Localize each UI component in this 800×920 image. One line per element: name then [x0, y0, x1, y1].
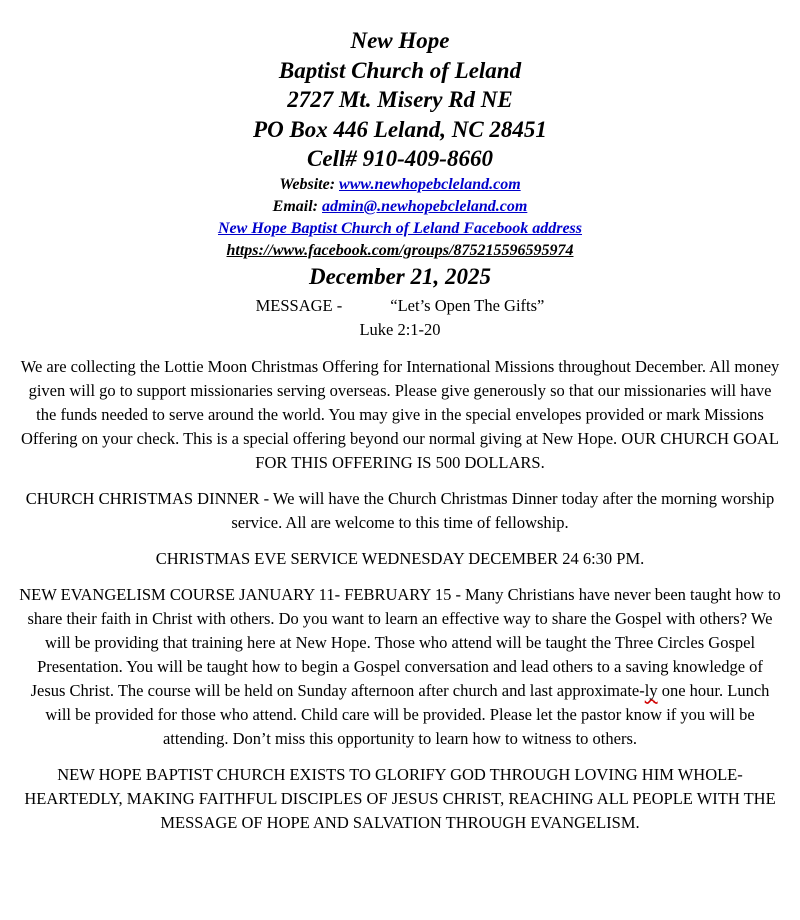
bulletin-date: December 21, 2025 [308, 263, 492, 289]
message-label: MESSAGE - [255, 295, 343, 315]
evangelism-text-part1: NEW EVANGELISM COURSE JANUARY 11- FEBRUARY 15 - Many Christians have never been taught how to share their faith in Christ with others. Do you want to learn an effective way to share the Gospel with others? We will be providing that training here at New Hope. Those who attend will be taught the Three Circles Gospel Presentation. You will be taught how to begin a Gospel conversation and lead others to a saving knowledge of Jesus Christ. The course will be held on Sunday afternoon after church and last approximate- [19, 584, 781, 700]
mission-statement: NEW HOPE BAPTIST CHURCH EXISTS TO GLORIFY GOD THROUGH LOVING HIM WHOLE-HEARTEDLY, MAKING FAITHFUL DISCIPLES OF JESUS CHRIST, REACHING ALL PEOPLE WITH THE MESSAGE OF HOPE AND SALVATION THROUGH EVANGELISM. [24, 764, 776, 832]
website-line [0, 174, 800, 196]
website-link[interactable]: www.newhopebcleland.com [339, 175, 521, 193]
facebook-url-link[interactable]: https://www.facebook.com/groups/875215596595974 [226, 241, 574, 259]
po-box-address: PO Box 446 Leland, NC 28451 [253, 116, 547, 142]
message-line [0, 294, 800, 318]
street-address: 2727 Mt. Misery Rd NE [287, 87, 513, 112]
lottie-moon-announcement: We are collecting the Lottie Moon Christmas Offering for International Missions throughout December. All money given will go to support missionaries serving overseas. Please give generously so that our missionaries will have the funds needed to serve around the world. You may give in the special envelopes provided or mark Missions Offering on your check. This is a special offering beyond our normal giving at New Hope. OUR CHURCH GOAL FOR THIS OFFERING IS 500 DOLLARS. [20, 356, 780, 472]
email-link[interactable]: admin@.newhopebcleland.com [322, 197, 528, 215]
facebook-label-link[interactable]: New Hope Baptist Church of Leland Facebook address [217, 219, 582, 237]
evangelism-course-announcement [18, 583, 782, 751]
email-line [0, 196, 800, 218]
facebook-url-line [0, 240, 800, 262]
church-name-line2: Baptist Church of Leland [278, 57, 522, 83]
message-title: “Let’s Open The Gifts” [390, 295, 545, 315]
cell-phone: Cell# 910-409-8660 [307, 146, 493, 171]
facebook-line [0, 218, 800, 240]
evangelism-text-part2: one hour. Lunch will be provided for those who attend. Child care will be provided. Please let the pastor know if you will be attending. Don’t miss this opportunity to learn how to witness to others. [45, 680, 770, 748]
email-label: Email: [272, 197, 319, 215]
christmas-dinner-announcement: CHURCH CHRISTMAS DINNER - We will have the Church Christmas Dinner today after the morning worship service. All are welcome to this time of fellowship. [25, 488, 775, 532]
church-name-line1: New Hope [350, 28, 450, 53]
website-label: Website: [279, 175, 336, 193]
spelling-squiggle: ly [644, 680, 658, 700]
christmas-eve-announcement: CHRISTMAS EVE SERVICE WEDNESDAY DECEMBER 24 6:30 PM. [155, 548, 645, 568]
scripture-reference: Luke 2:1-20 [359, 319, 441, 339]
